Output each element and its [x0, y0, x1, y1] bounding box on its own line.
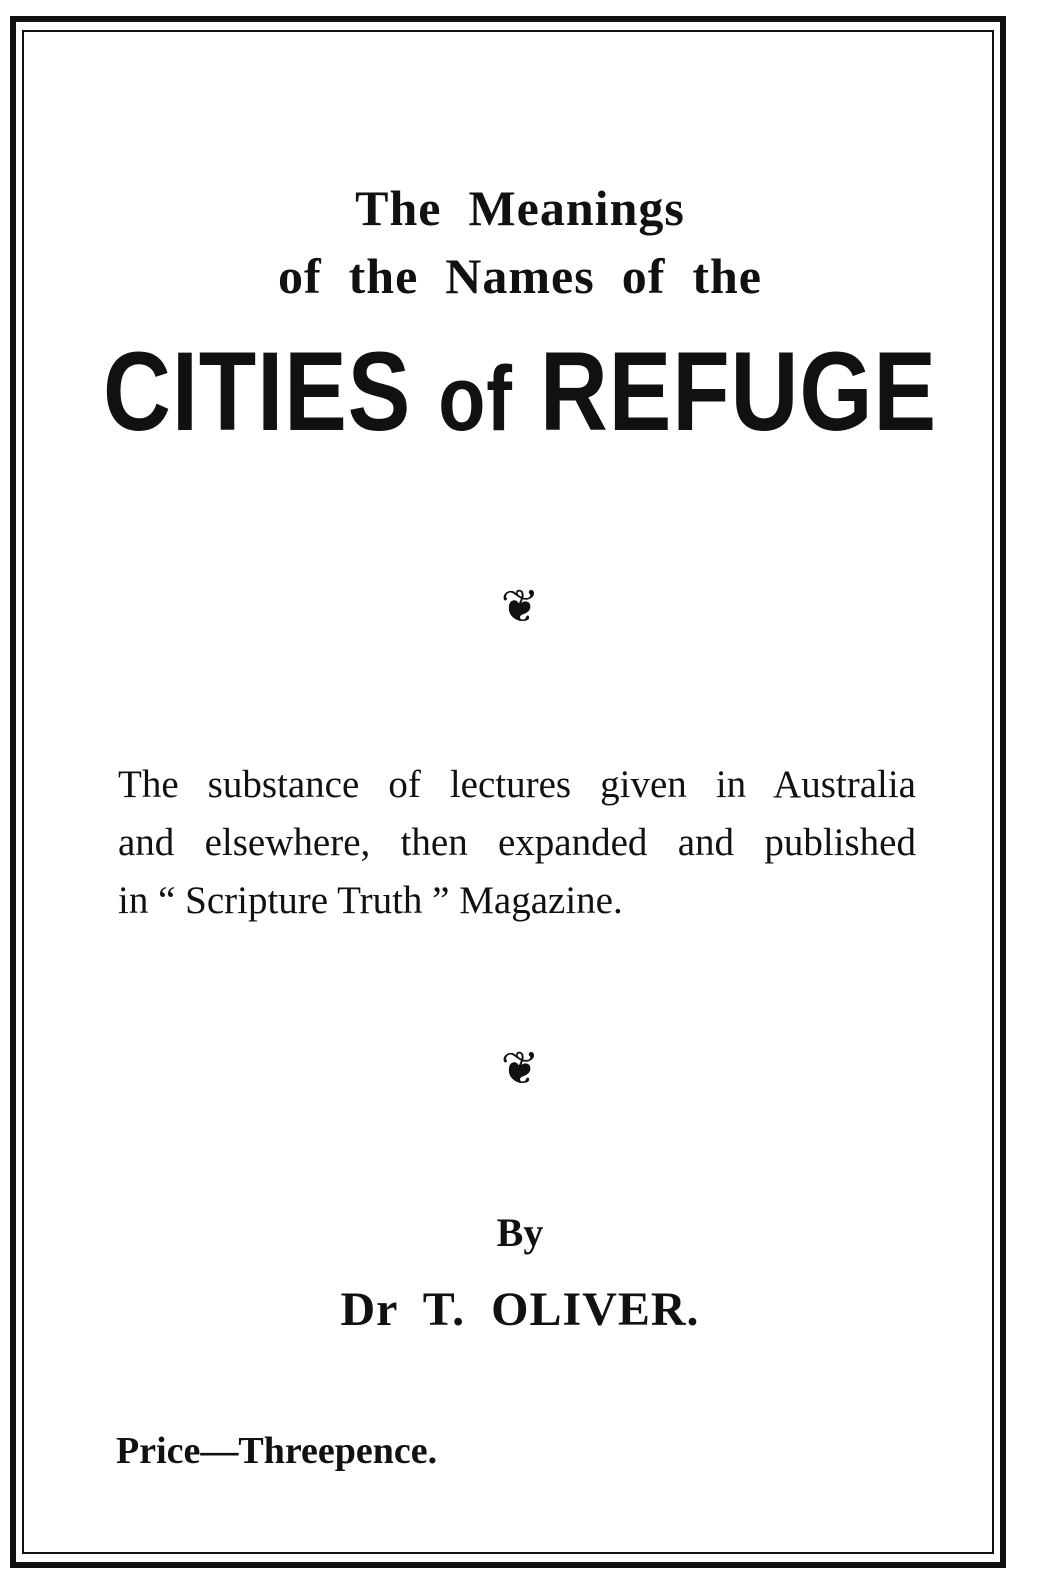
- description-line-3: in “ Scripture Truth ” Magazine.: [118, 879, 623, 922]
- main-title-refuge: REFUGE: [539, 329, 937, 454]
- description-line-1: The substance of lectures given in Australia: [118, 763, 916, 806]
- author-name: Dr T. OLIVER.: [340, 1283, 700, 1336]
- main-title-cities: CITIES: [103, 329, 412, 454]
- fleuron-ornament-icon-2: ❦: [500, 1043, 540, 1094]
- by-label: By: [496, 1210, 544, 1255]
- title-line-1: The Meanings: [355, 180, 685, 236]
- description-paragraph: [118, 756, 916, 930]
- description-line-2: and elsewhere, then expanded and published: [118, 821, 916, 864]
- main-title: [83, 329, 957, 459]
- title-line-2: of the Names of the: [277, 248, 762, 304]
- main-title-of: of: [438, 348, 513, 450]
- fleuron-ornament-icon: ❦: [500, 581, 540, 632]
- price-label: Price—Threepence.: [116, 1430, 438, 1472]
